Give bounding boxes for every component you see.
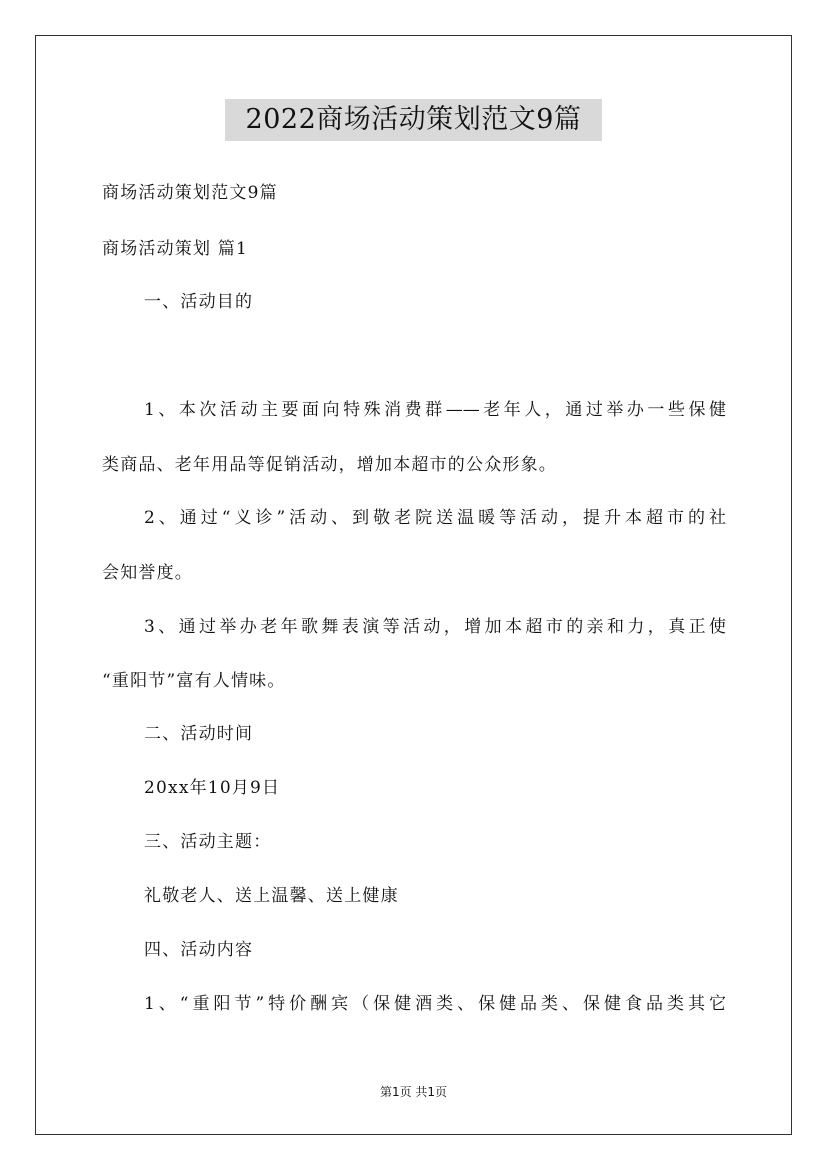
paragraph-line: 类商品、老年用品等促销活动，增加本超市的公众形象。 bbox=[102, 455, 557, 475]
paragraph-line: 20xx年10月9日 bbox=[144, 778, 281, 798]
section-heading: 四、活动内容 bbox=[144, 940, 254, 960]
paragraph-line: 1、本次活动主要面向特殊消费群——老年人，通过举办一些保健 bbox=[144, 400, 726, 420]
paragraph-line: 礼敬老人、送上温馨、送上健康 bbox=[144, 886, 399, 906]
paragraph-line: 2、通过“义诊”活动、到敬老院送温暖等活动，提升本超市的社 bbox=[144, 508, 726, 528]
section-heading: 一、活动目的 bbox=[144, 292, 254, 312]
section-heading: 商场活动策划 篇1 bbox=[102, 239, 249, 259]
section-heading: 三、活动主题： bbox=[144, 832, 272, 852]
document-title: 2022商场活动策划范文9篇 bbox=[225, 99, 602, 141]
paragraph-line: 3、通过举办老年歌舞表演等活动，增加本超市的亲和力，真正使 bbox=[144, 617, 726, 637]
page-footer: 第1页 共1页 bbox=[379, 1085, 448, 1099]
paragraph-line: 1、“重阳节”特价酬宾（保健酒类、保健品类、保健食品类其它 bbox=[144, 994, 726, 1014]
paragraph-line: “重阳节”富有人情味。 bbox=[102, 671, 286, 691]
paragraph-line: 会知誉度。 bbox=[102, 563, 193, 583]
doc-subtitle: 商场活动策划范文9篇 bbox=[102, 183, 278, 203]
section-heading: 二、活动时间 bbox=[144, 724, 254, 744]
